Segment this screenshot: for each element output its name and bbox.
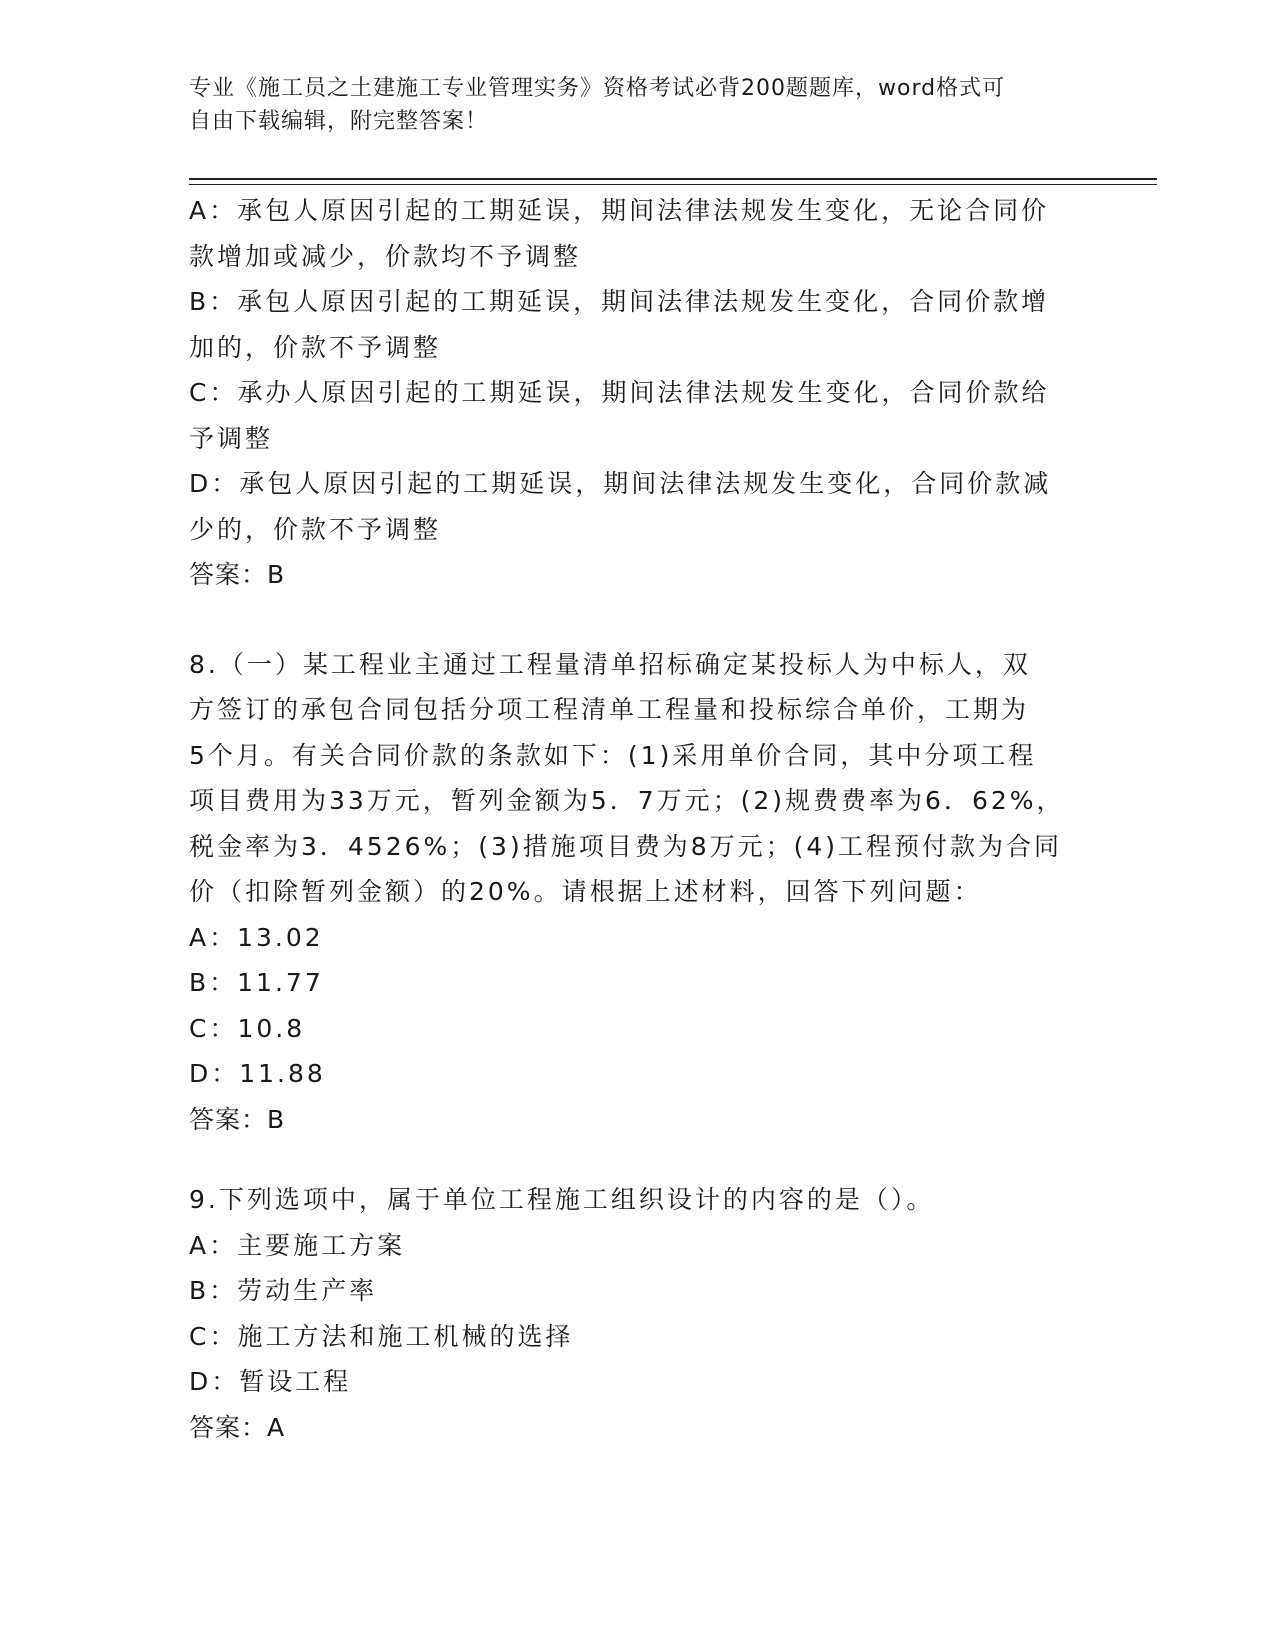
option-c-line-2: 予调整: [189, 423, 274, 453]
option-c: C：10.8: [189, 1013, 306, 1043]
spacer: [189, 598, 1079, 642]
option-a-line-2: 款增加或减少，价款均不予调整: [189, 241, 582, 271]
option-a: A：主要施工方案: [189, 1230, 406, 1260]
stem-line: 价（扣除暂列金额）的20%。请根据上述材料，回答下列问题：: [189, 877, 982, 906]
spacer: [189, 1142, 1079, 1177]
option-c-line-1: C：承办人原因引起的工期延误，期间法律法规发生变化，合同价款给: [189, 378, 1050, 407]
stem-line: 项目费用为33万元，暂列金额为5．7万元；(2)规费费率为6．62%，: [189, 786, 1065, 815]
question-stem: [189, 642, 1079, 915]
answer-label: 答案：A: [189, 1412, 286, 1442]
question-7: [189, 188, 1079, 598]
option-b: B：劳动生产率: [189, 1276, 378, 1305]
header-divider-thin: [189, 184, 1157, 185]
option-a: A：13.02: [189, 922, 324, 952]
stem-line: 5个月。有关合同价款的条款如下：(1)采用单价合同，其中分项工程: [189, 740, 1037, 770]
document-header: [189, 72, 1069, 138]
option-a-line-1: A：承包人原因引起的工期延误，期间法律法规发生变化，无论合同价: [189, 196, 1050, 225]
answer-label: 答案：B: [189, 1104, 286, 1134]
option-d: D：11.88: [189, 1059, 326, 1088]
question-content: [189, 188, 1079, 1450]
option-c: C：施工方法和施工机械的选择: [189, 1321, 574, 1351]
option-b-line-1: B：承包人原因引起的工期延误，期间法律法规发生变化，合同价款增: [189, 287, 1050, 316]
option-c: [189, 370, 1079, 461]
option-d-line-1: D：承包人原因引起的工期延误，期间法律法规发生变化，合同价款减: [189, 469, 1052, 498]
stem-line: 8.（一）某工程业主通过工程量清单招标确定某投标人为中标人，双: [189, 649, 1031, 679]
stem-line: 税金率为3．4526%；(3)措施项目费为8万元；(4)工程预付款为合同: [189, 831, 1063, 861]
question-9: [189, 1177, 1079, 1450]
option-d: [189, 461, 1079, 552]
question-stem: 9.下列选项中，属于单位工程施工组织设计的内容的是（）。: [189, 1185, 935, 1214]
option-a: [189, 188, 1079, 279]
answer-label: 答案：B: [189, 560, 286, 589]
stem-line: 方签订的承包合同包括分项工程清单工程量和投标综合单价，工期为: [189, 695, 1030, 724]
header-line-1: 专业《施工员之土建施工专业管理实务》资格考试必背200题题库，word格式可: [189, 76, 1006, 101]
header-line-2: 自由下载编辑，附完整答案！: [189, 109, 489, 134]
option-d: D：暂设工程: [189, 1367, 352, 1396]
option-b: [189, 279, 1079, 370]
header-divider-thick: [189, 178, 1157, 180]
question-8: [189, 642, 1079, 1143]
option-b-line-2: 加的，价款不予调整: [189, 332, 442, 362]
option-b: B：11.77: [189, 968, 324, 997]
option-d-line-2: 少的，价款不予调整: [189, 514, 442, 544]
